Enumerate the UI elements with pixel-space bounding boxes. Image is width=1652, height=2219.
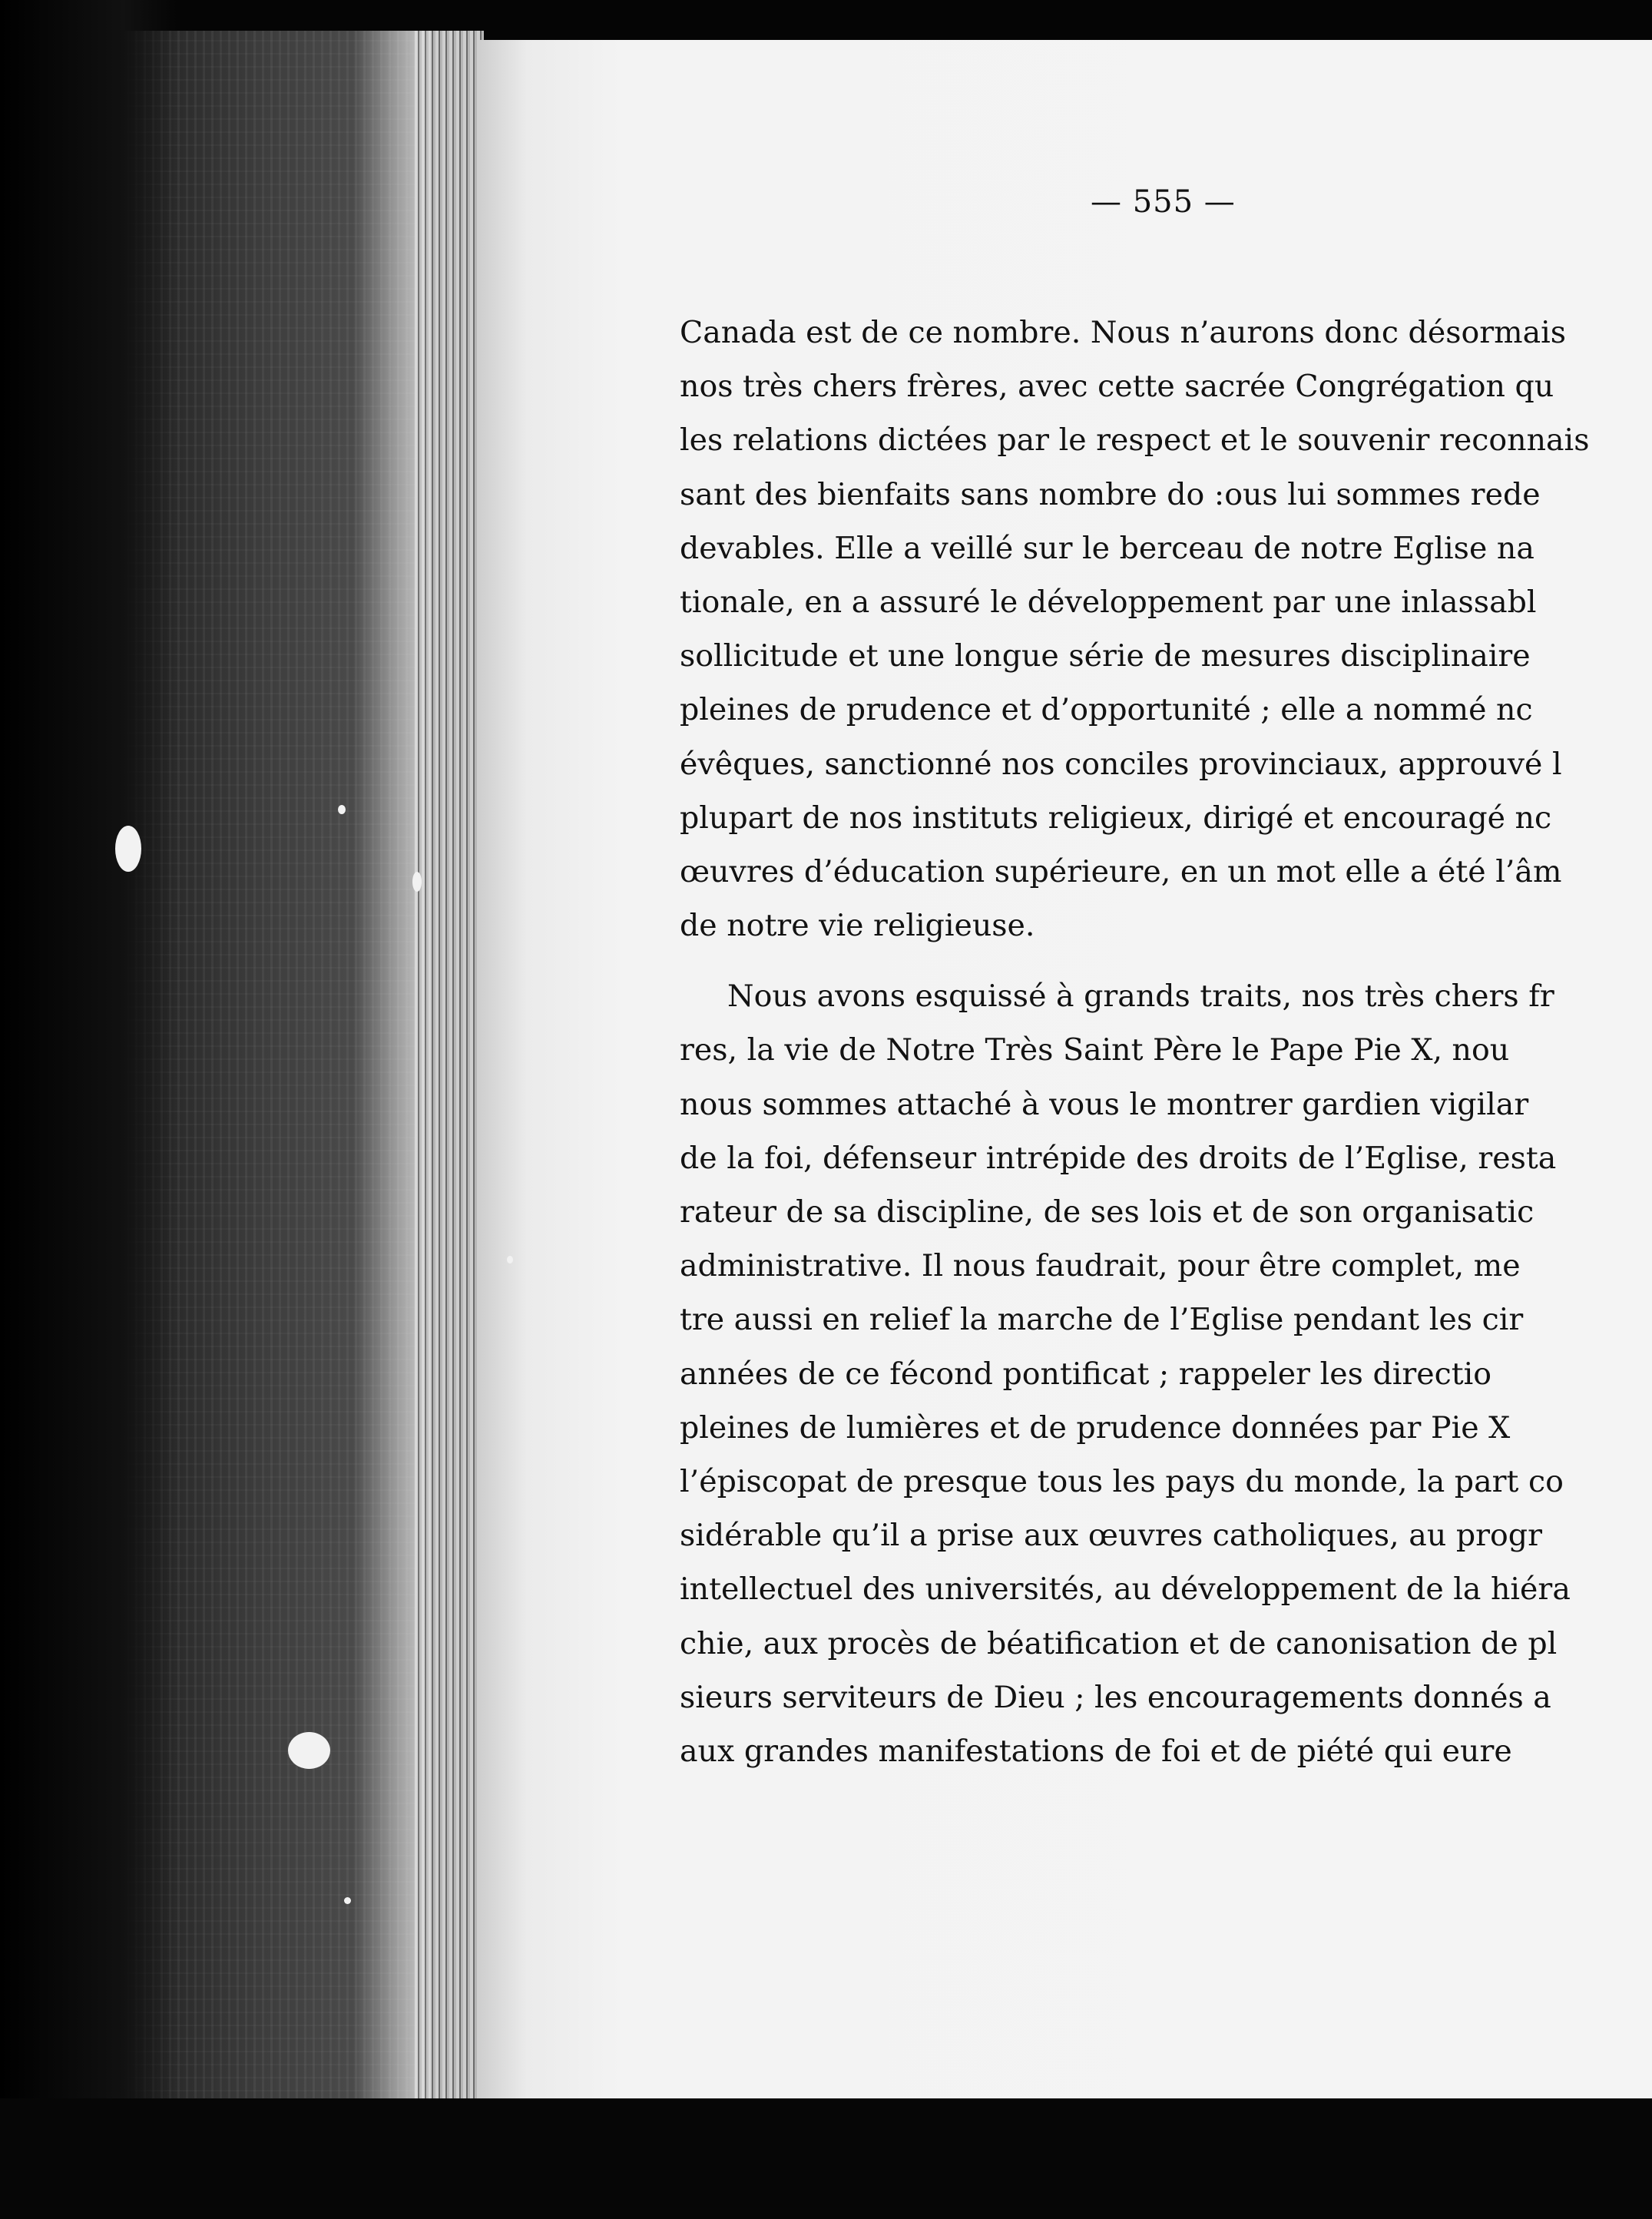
text-line: années de ce fécond pontificat ; rappeler les directio: [680, 1356, 1492, 1392]
text-line: les relations dictées par le respect et le souvenir reconnais: [680, 422, 1590, 459]
dust-speck: [507, 1256, 513, 1264]
left-dark-margin: [0, 0, 177, 2219]
text-line: nos très chers frères, avec cette sacrée Congrégation qu: [680, 369, 1554, 405]
text-line: aux grandes manifestations de foi et de piété qui eure: [680, 1733, 1512, 1769]
text-line: intellectuel des universités, au développement de la hiéra: [680, 1572, 1571, 1608]
text-line: chie, aux procès de béatification et de canonisation de pl: [680, 1625, 1558, 1661]
dust-speck: [288, 1732, 330, 1769]
text-line: sant des bienfaits sans nombre do :ous lui sommes rede: [680, 476, 1541, 512]
text-line: Nous avons esquissé à grands traits, nos très chers fr: [727, 979, 1554, 1015]
text-line: devables. Elle a veillé sur le berceau de notre Eglise na: [680, 530, 1534, 566]
text-line: tionale, en a assuré le développement par une inlassabl: [680, 584, 1537, 620]
text-line: plupart de nos instituts religieux, dirigé et encouragé nc: [680, 800, 1552, 836]
page-edge-stack: [415, 31, 484, 2105]
dust-speck: [344, 1897, 351, 1904]
dust-speck: [338, 805, 346, 814]
text-line: administrative. Il nous faudrait, pour être complet, me: [680, 1248, 1521, 1284]
text-line: l’épiscopat de presque tous les pays du monde, la part co: [680, 1463, 1564, 1499]
page-number: — 555 —: [1091, 184, 1236, 220]
paragraph-gap: [680, 952, 1652, 969]
text-line: pleines de lumières et de prudence données par Pie X: [680, 1409, 1511, 1446]
body-text: [680, 306, 1652, 1778]
text-line: Canada est de ce nombre. Nous n’aurons donc désormais: [680, 315, 1567, 350]
text-line: tre aussi en relief la marche de l’Eglise pendant les cir: [680, 1302, 1524, 1338]
dust-speck: [115, 826, 141, 872]
text-line: sieurs serviteurs de Dieu ; les encouragements donnés a: [680, 1679, 1551, 1715]
dust-speck: [412, 872, 422, 892]
text-line: rateur de sa discipline, de ses lois et de son organisatic: [680, 1194, 1534, 1230]
bottom-dark-margin: [0, 2098, 1652, 2219]
text-line: évêques, sanctionné nos conciles provinciaux, approuvé l: [680, 746, 1562, 782]
text-line: sidérable qu’il a prise aux œuvres catholiques, au progr: [680, 1518, 1542, 1554]
text-line: sollicitude et une longue série de mesures disciplinaire: [680, 638, 1531, 674]
text-line: de notre vie religieuse.: [680, 908, 1035, 944]
text-line: res, la vie de Notre Très Saint Père le Pape Pie X, nou: [680, 1032, 1510, 1068]
text-line: nous sommes attaché à vous le montrer gardien vigilar: [680, 1086, 1529, 1122]
text-line: de la foi, défenseur intrépide des droits de l’Eglise, resta: [680, 1140, 1557, 1176]
text-line: pleines de prudence et d’opportunité ; elle a nommé nc: [680, 692, 1533, 728]
text-line: œuvres d’éducation supérieure, en un mot elle a été l’âm: [680, 853, 1562, 889]
